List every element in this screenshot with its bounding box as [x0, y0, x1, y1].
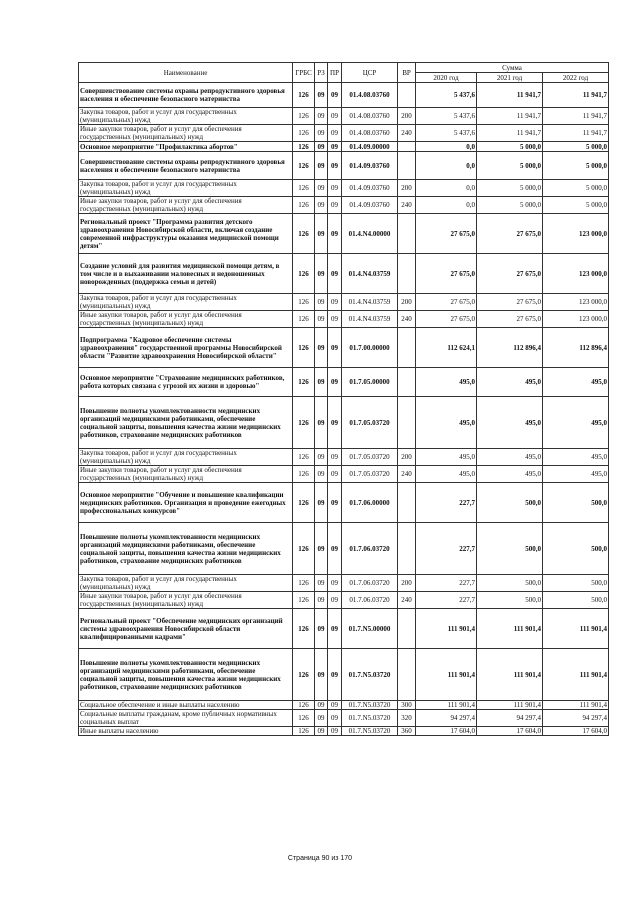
cell-rz: 09 [315, 523, 328, 575]
cell-y2021: 27 675,0 [477, 254, 543, 294]
cell-y2021: 11 941,7 [477, 83, 543, 108]
cell-grbs: 126 [293, 328, 315, 368]
cell-y2020: 227,7 [416, 575, 477, 592]
cell-rz: 09 [315, 592, 328, 609]
cell-y2020: 227,7 [416, 592, 477, 609]
cell-vr: 200 [398, 108, 416, 125]
table-row [79, 254, 609, 294]
cell-name: Совершенствование системы охраны репродуктивного здоровья населения и обеспечение безопасного материнства [79, 83, 293, 108]
cell-grbs: 126 [293, 142, 315, 152]
cell-y2021: 17 604,0 [477, 727, 543, 736]
cell-y2022: 11 941,7 [543, 83, 609, 108]
cell-y2020: 111 901,4 [416, 649, 477, 701]
header-2021: 2021 год [477, 73, 543, 83]
cell-rz: 09 [315, 449, 328, 466]
table-row [79, 83, 609, 108]
cell-csr: 01.7.05.00000 [342, 368, 398, 397]
cell-rz: 09 [315, 152, 328, 180]
cell-pr: 09 [328, 575, 342, 592]
cell-pr: 09 [328, 180, 342, 197]
cell-y2021: 27 675,0 [477, 311, 543, 328]
cell-name: Закупка товаров, работ и услуг для государственных (муниципальных) нужд [79, 575, 293, 592]
cell-name: Закупка товаров, работ и услуг для государственных (муниципальных) нужд [79, 294, 293, 311]
cell-pr: 09 [328, 523, 342, 575]
header-2022: 2022 год [543, 73, 609, 83]
cell-grbs: 126 [293, 649, 315, 701]
cell-y2020: 5 437,6 [416, 125, 477, 142]
cell-csr: 01.4.08.03760 [342, 125, 398, 142]
cell-csr: 01.7.N5.03720 [342, 727, 398, 736]
cell-vr [398, 523, 416, 575]
cell-grbs: 126 [293, 575, 315, 592]
header-pr: ПР [328, 63, 342, 83]
cell-y2020: 111 901,4 [416, 701, 477, 710]
cell-csr: 01.7.N5.03720 [342, 649, 398, 701]
cell-csr: 01.4.09.03760 [342, 197, 398, 214]
cell-rz: 09 [315, 180, 328, 197]
cell-vr [398, 483, 416, 523]
cell-grbs: 126 [293, 214, 315, 254]
cell-vr [398, 328, 416, 368]
cell-y2020: 0,0 [416, 142, 477, 152]
cell-name: Закупка товаров, работ и услуг для государственных (муниципальных) нужд [79, 180, 293, 197]
header-grbs: ГРБС [293, 63, 315, 83]
cell-rz: 09 [315, 108, 328, 125]
cell-y2020: 27 675,0 [416, 254, 477, 294]
cell-y2021: 500,0 [477, 575, 543, 592]
cell-rz: 09 [315, 466, 328, 483]
cell-y2022: 5 000,0 [543, 180, 609, 197]
cell-y2021: 500,0 [477, 523, 543, 575]
table-row [79, 592, 609, 609]
cell-vr [398, 649, 416, 701]
cell-pr: 09 [328, 483, 342, 523]
cell-y2021: 495,0 [477, 449, 543, 466]
cell-name: Закупка товаров, работ и услуг для государственных (муниципальных) нужд [79, 449, 293, 466]
cell-vr: 300 [398, 701, 416, 710]
cell-y2021: 111 901,4 [477, 701, 543, 710]
cell-rz: 09 [315, 649, 328, 701]
table-row [79, 466, 609, 483]
cell-grbs: 126 [293, 592, 315, 609]
cell-y2022: 111 901,4 [543, 701, 609, 710]
cell-csr: 01.4.N4.03759 [342, 254, 398, 294]
cell-grbs: 126 [293, 83, 315, 108]
cell-vr [398, 152, 416, 180]
table-row [79, 142, 609, 152]
cell-vr: 240 [398, 466, 416, 483]
cell-y2022: 500,0 [543, 575, 609, 592]
cell-vr [398, 142, 416, 152]
cell-y2020: 495,0 [416, 397, 477, 449]
cell-y2022: 11 941,7 [543, 125, 609, 142]
cell-rz: 09 [315, 197, 328, 214]
cell-rz: 09 [315, 575, 328, 592]
cell-rz: 09 [315, 83, 328, 108]
cell-y2021: 111 901,4 [477, 649, 543, 701]
table-row [79, 449, 609, 466]
cell-rz: 09 [315, 710, 328, 727]
cell-csr: 01.4.08.03760 [342, 108, 398, 125]
cell-y2022: 123 000,0 [543, 254, 609, 294]
cell-vr [398, 214, 416, 254]
cell-pr: 09 [328, 368, 342, 397]
cell-csr: 01.7.05.03720 [342, 466, 398, 483]
header-rz: РЗ [315, 63, 328, 83]
cell-csr: 01.4.09.00000 [342, 142, 398, 152]
table-body [79, 83, 609, 736]
cell-vr [398, 397, 416, 449]
cell-y2021: 11 941,7 [477, 125, 543, 142]
cell-pr: 09 [328, 83, 342, 108]
cell-grbs: 126 [293, 180, 315, 197]
cell-pr: 09 [328, 592, 342, 609]
table-row [79, 575, 609, 592]
header-sum: Сумма [416, 63, 609, 73]
cell-vr [398, 368, 416, 397]
cell-pr: 09 [328, 294, 342, 311]
cell-pr: 09 [328, 649, 342, 701]
table-row [79, 483, 609, 523]
header-vr: ВР [398, 63, 416, 83]
cell-y2022: 5 000,0 [543, 197, 609, 214]
cell-y2021: 500,0 [477, 483, 543, 523]
cell-csr: 01.7.06.03720 [342, 592, 398, 609]
header-name: Наименование [79, 63, 293, 83]
cell-y2021: 27 675,0 [477, 214, 543, 254]
cell-csr: 01.4.N4.00000 [342, 214, 398, 254]
cell-pr: 09 [328, 125, 342, 142]
cell-y2020: 27 675,0 [416, 214, 477, 254]
cell-rz: 09 [315, 311, 328, 328]
cell-vr: 320 [398, 710, 416, 727]
cell-y2022: 123 000,0 [543, 214, 609, 254]
cell-grbs: 126 [293, 449, 315, 466]
cell-name: Основное мероприятие "Обучение и повышение квалификации медицинских работников. Организация и проведение ежегодных профессиональных конкурсов" [79, 483, 293, 523]
table-row [79, 727, 609, 736]
cell-csr: 01.7.N5.00000 [342, 609, 398, 649]
cell-y2022: 495,0 [543, 397, 609, 449]
cell-y2020: 27 675,0 [416, 294, 477, 311]
table-row [79, 397, 609, 449]
cell-csr: 01.7.N5.03720 [342, 710, 398, 727]
cell-y2021: 495,0 [477, 397, 543, 449]
cell-pr: 09 [328, 142, 342, 152]
cell-pr: 09 [328, 397, 342, 449]
cell-y2020: 0,0 [416, 152, 477, 180]
table-row [79, 649, 609, 701]
cell-rz: 09 [315, 483, 328, 523]
cell-rz: 09 [315, 701, 328, 710]
cell-y2021: 27 675,0 [477, 294, 543, 311]
cell-y2021: 111 901,4 [477, 609, 543, 649]
cell-rz: 09 [315, 254, 328, 294]
cell-name: Повышение полноты укомплектованности медицинских организаций медицинскими работниками, обеспечение социальной защиты, повышения качества жизни медицинских работников, страхование медицинских работников [79, 523, 293, 575]
cell-y2020: 5 437,6 [416, 83, 477, 108]
cell-rz: 09 [315, 328, 328, 368]
cell-name: Основное мероприятие "Страхование медицинских работников, работа которых связана с угрозой их жизни и здоровью" [79, 368, 293, 397]
cell-name: Повышение полноты укомплектованности медицинских организаций медицинскими работниками, обеспечение социальной защиты, повышения качества жизни медицинских работников, страхование медицинских работников [79, 397, 293, 449]
cell-y2021: 495,0 [477, 368, 543, 397]
budget-table [78, 62, 609, 736]
cell-name: Совершенствование системы охраны репродуктивного здоровья населения и обеспечение безопасного материнства [79, 152, 293, 180]
cell-csr: 01.4.09.03760 [342, 152, 398, 180]
table-row [79, 180, 609, 197]
cell-name: Иные закупки товаров, работ и услуг для обеспечения государственных (муниципальных) нужд [79, 197, 293, 214]
cell-y2022: 17 604,0 [543, 727, 609, 736]
cell-name: Иные закупки товаров, работ и услуг для обеспечения государственных (муниципальных) нужд [79, 311, 293, 328]
cell-csr: 01.7.05.03720 [342, 397, 398, 449]
cell-y2022: 500,0 [543, 483, 609, 523]
cell-pr: 09 [328, 197, 342, 214]
cell-csr: 01.4.09.03760 [342, 180, 398, 197]
table-row [79, 294, 609, 311]
cell-csr: 01.4.N4.03759 [342, 311, 398, 328]
cell-grbs: 126 [293, 609, 315, 649]
cell-y2020: 17 604,0 [416, 727, 477, 736]
cell-name: Закупка товаров, работ и услуг для государственных (муниципальных) нужд [79, 108, 293, 125]
cell-pr: 09 [328, 710, 342, 727]
cell-y2021: 5 000,0 [477, 180, 543, 197]
cell-name: Иные закупки товаров, работ и услуг для обеспечения государственных (муниципальных) нужд [79, 592, 293, 609]
cell-pr: 09 [328, 727, 342, 736]
cell-y2022: 5 000,0 [543, 142, 609, 152]
cell-grbs: 126 [293, 397, 315, 449]
cell-name: Повышение полноты укомплектованности медицинских организаций медицинскими работниками, обеспечение социальной защиты, повышения качества жизни медицинских работников, страхование медицинских работников [79, 649, 293, 701]
cell-pr: 09 [328, 701, 342, 710]
cell-csr: 01.7.06.00000 [342, 483, 398, 523]
table-row [79, 197, 609, 214]
cell-name: Основное мероприятие "Профилактика абортов" [79, 142, 293, 152]
cell-y2020: 5 437,6 [416, 108, 477, 125]
cell-y2020: 227,7 [416, 523, 477, 575]
cell-pr: 09 [328, 254, 342, 294]
cell-pr: 09 [328, 328, 342, 368]
table-row [79, 523, 609, 575]
cell-name: Социальные выплаты гражданам, кроме публичных нормативных социальных выплат [79, 710, 293, 727]
cell-grbs: 126 [293, 294, 315, 311]
cell-y2022: 94 297,4 [543, 710, 609, 727]
cell-grbs: 126 [293, 254, 315, 294]
cell-y2020: 94 297,4 [416, 710, 477, 727]
cell-y2020: 495,0 [416, 449, 477, 466]
cell-grbs: 126 [293, 727, 315, 736]
cell-y2021: 5 000,0 [477, 142, 543, 152]
table-row [79, 214, 609, 254]
cell-y2020: 227,7 [416, 483, 477, 523]
cell-y2022: 500,0 [543, 592, 609, 609]
cell-grbs: 126 [293, 701, 315, 710]
cell-y2020: 112 624,1 [416, 328, 477, 368]
cell-y2021: 94 297,4 [477, 710, 543, 727]
cell-y2021: 495,0 [477, 466, 543, 483]
cell-pr: 09 [328, 152, 342, 180]
cell-name: Региональный проект "Обеспечение медицинских организаций системы здравоохранения Новосибирской области квалифицированными кадрами" [79, 609, 293, 649]
cell-grbs: 126 [293, 197, 315, 214]
cell-pr: 09 [328, 311, 342, 328]
cell-rz: 09 [315, 294, 328, 311]
cell-vr: 200 [398, 449, 416, 466]
cell-y2022: 123 000,0 [543, 311, 609, 328]
table-row [79, 609, 609, 649]
cell-vr [398, 83, 416, 108]
cell-y2021: 500,0 [477, 592, 543, 609]
page-footer: Страница 90 из 170 [287, 855, 353, 862]
cell-vr [398, 254, 416, 294]
cell-pr: 09 [328, 108, 342, 125]
cell-name: Иные выплаты населению [79, 727, 293, 736]
cell-pr: 09 [328, 449, 342, 466]
table-row [79, 368, 609, 397]
cell-grbs: 126 [293, 523, 315, 575]
cell-name: Иные закупки товаров, работ и услуг для обеспечения государственных (муниципальных) нужд [79, 125, 293, 142]
cell-vr: 240 [398, 197, 416, 214]
cell-grbs: 126 [293, 152, 315, 180]
table-row [79, 311, 609, 328]
cell-grbs: 126 [293, 311, 315, 328]
cell-y2022: 495,0 [543, 449, 609, 466]
cell-y2022: 5 000,0 [543, 152, 609, 180]
cell-y2022: 112 896,4 [543, 328, 609, 368]
cell-name: Подпрограмма "Кадровое обеспечение системы здравоохранения" государственной программы Новосибирской области "Развитие здравоохранения Новосибирской области" [79, 328, 293, 368]
cell-csr: 01.7.00.00000 [342, 328, 398, 368]
cell-rz: 09 [315, 142, 328, 152]
cell-csr: 01.4.08.03760 [342, 83, 398, 108]
cell-rz: 09 [315, 125, 328, 142]
cell-grbs: 126 [293, 710, 315, 727]
table-row [79, 152, 609, 180]
table-row [79, 710, 609, 727]
cell-y2022: 123 000,0 [543, 294, 609, 311]
cell-y2022: 111 901,4 [543, 649, 609, 701]
cell-y2022: 495,0 [543, 368, 609, 397]
cell-grbs: 126 [293, 368, 315, 397]
cell-csr: 01.7.06.03720 [342, 523, 398, 575]
cell-y2021: 5 000,0 [477, 152, 543, 180]
cell-rz: 09 [315, 368, 328, 397]
cell-vr: 360 [398, 727, 416, 736]
cell-y2020: 495,0 [416, 368, 477, 397]
cell-vr: 200 [398, 575, 416, 592]
cell-vr: 200 [398, 180, 416, 197]
cell-y2021: 11 941,7 [477, 108, 543, 125]
cell-y2021: 112 896,4 [477, 328, 543, 368]
cell-grbs: 126 [293, 483, 315, 523]
cell-csr: 01.7.N5.03720 [342, 701, 398, 710]
cell-grbs: 126 [293, 125, 315, 142]
cell-y2022: 11 941,7 [543, 108, 609, 125]
cell-csr: 01.7.05.03720 [342, 449, 398, 466]
cell-y2020: 0,0 [416, 180, 477, 197]
cell-rz: 09 [315, 727, 328, 736]
table-row [79, 125, 609, 142]
cell-y2021: 5 000,0 [477, 197, 543, 214]
cell-vr [398, 609, 416, 649]
cell-y2020: 0,0 [416, 197, 477, 214]
table-row [79, 701, 609, 710]
cell-csr: 01.7.06.03720 [342, 575, 398, 592]
cell-vr: 240 [398, 125, 416, 142]
table-row [79, 108, 609, 125]
cell-y2022: 111 901,4 [543, 609, 609, 649]
cell-rz: 09 [315, 214, 328, 254]
cell-name: Социальное обеспечение и иные выплаты населению [79, 701, 293, 710]
cell-pr: 09 [328, 609, 342, 649]
cell-grbs: 126 [293, 466, 315, 483]
cell-vr: 200 [398, 294, 416, 311]
cell-name: Создание условий для развития медицинской помощи детям, в том числе и в выхаживании маловесных и недоношенных новорожденных (поддержка семьи и детей) [79, 254, 293, 294]
cell-y2020: 111 901,4 [416, 609, 477, 649]
cell-name: Иные закупки товаров, работ и услуг для обеспечения государственных (муниципальных) нужд [79, 466, 293, 483]
cell-y2022: 495,0 [543, 466, 609, 483]
cell-pr: 09 [328, 214, 342, 254]
table-row [79, 328, 609, 368]
cell-csr: 01.4.N4.03759 [342, 294, 398, 311]
cell-y2020: 27 675,0 [416, 311, 477, 328]
cell-y2022: 500,0 [543, 523, 609, 575]
cell-pr: 09 [328, 466, 342, 483]
cell-vr: 240 [398, 592, 416, 609]
cell-rz: 09 [315, 397, 328, 449]
cell-rz: 09 [315, 609, 328, 649]
cell-y2020: 495,0 [416, 466, 477, 483]
cell-grbs: 126 [293, 108, 315, 125]
cell-name: Региональный проект "Программа развития детского здравоохранения Новосибирской области, включая создание современной инфраструктуры оказания медицинской помощи детям" [79, 214, 293, 254]
cell-vr: 240 [398, 311, 416, 328]
header-csr: ЦСР [342, 63, 398, 83]
header-2020: 2020 год [416, 73, 477, 83]
